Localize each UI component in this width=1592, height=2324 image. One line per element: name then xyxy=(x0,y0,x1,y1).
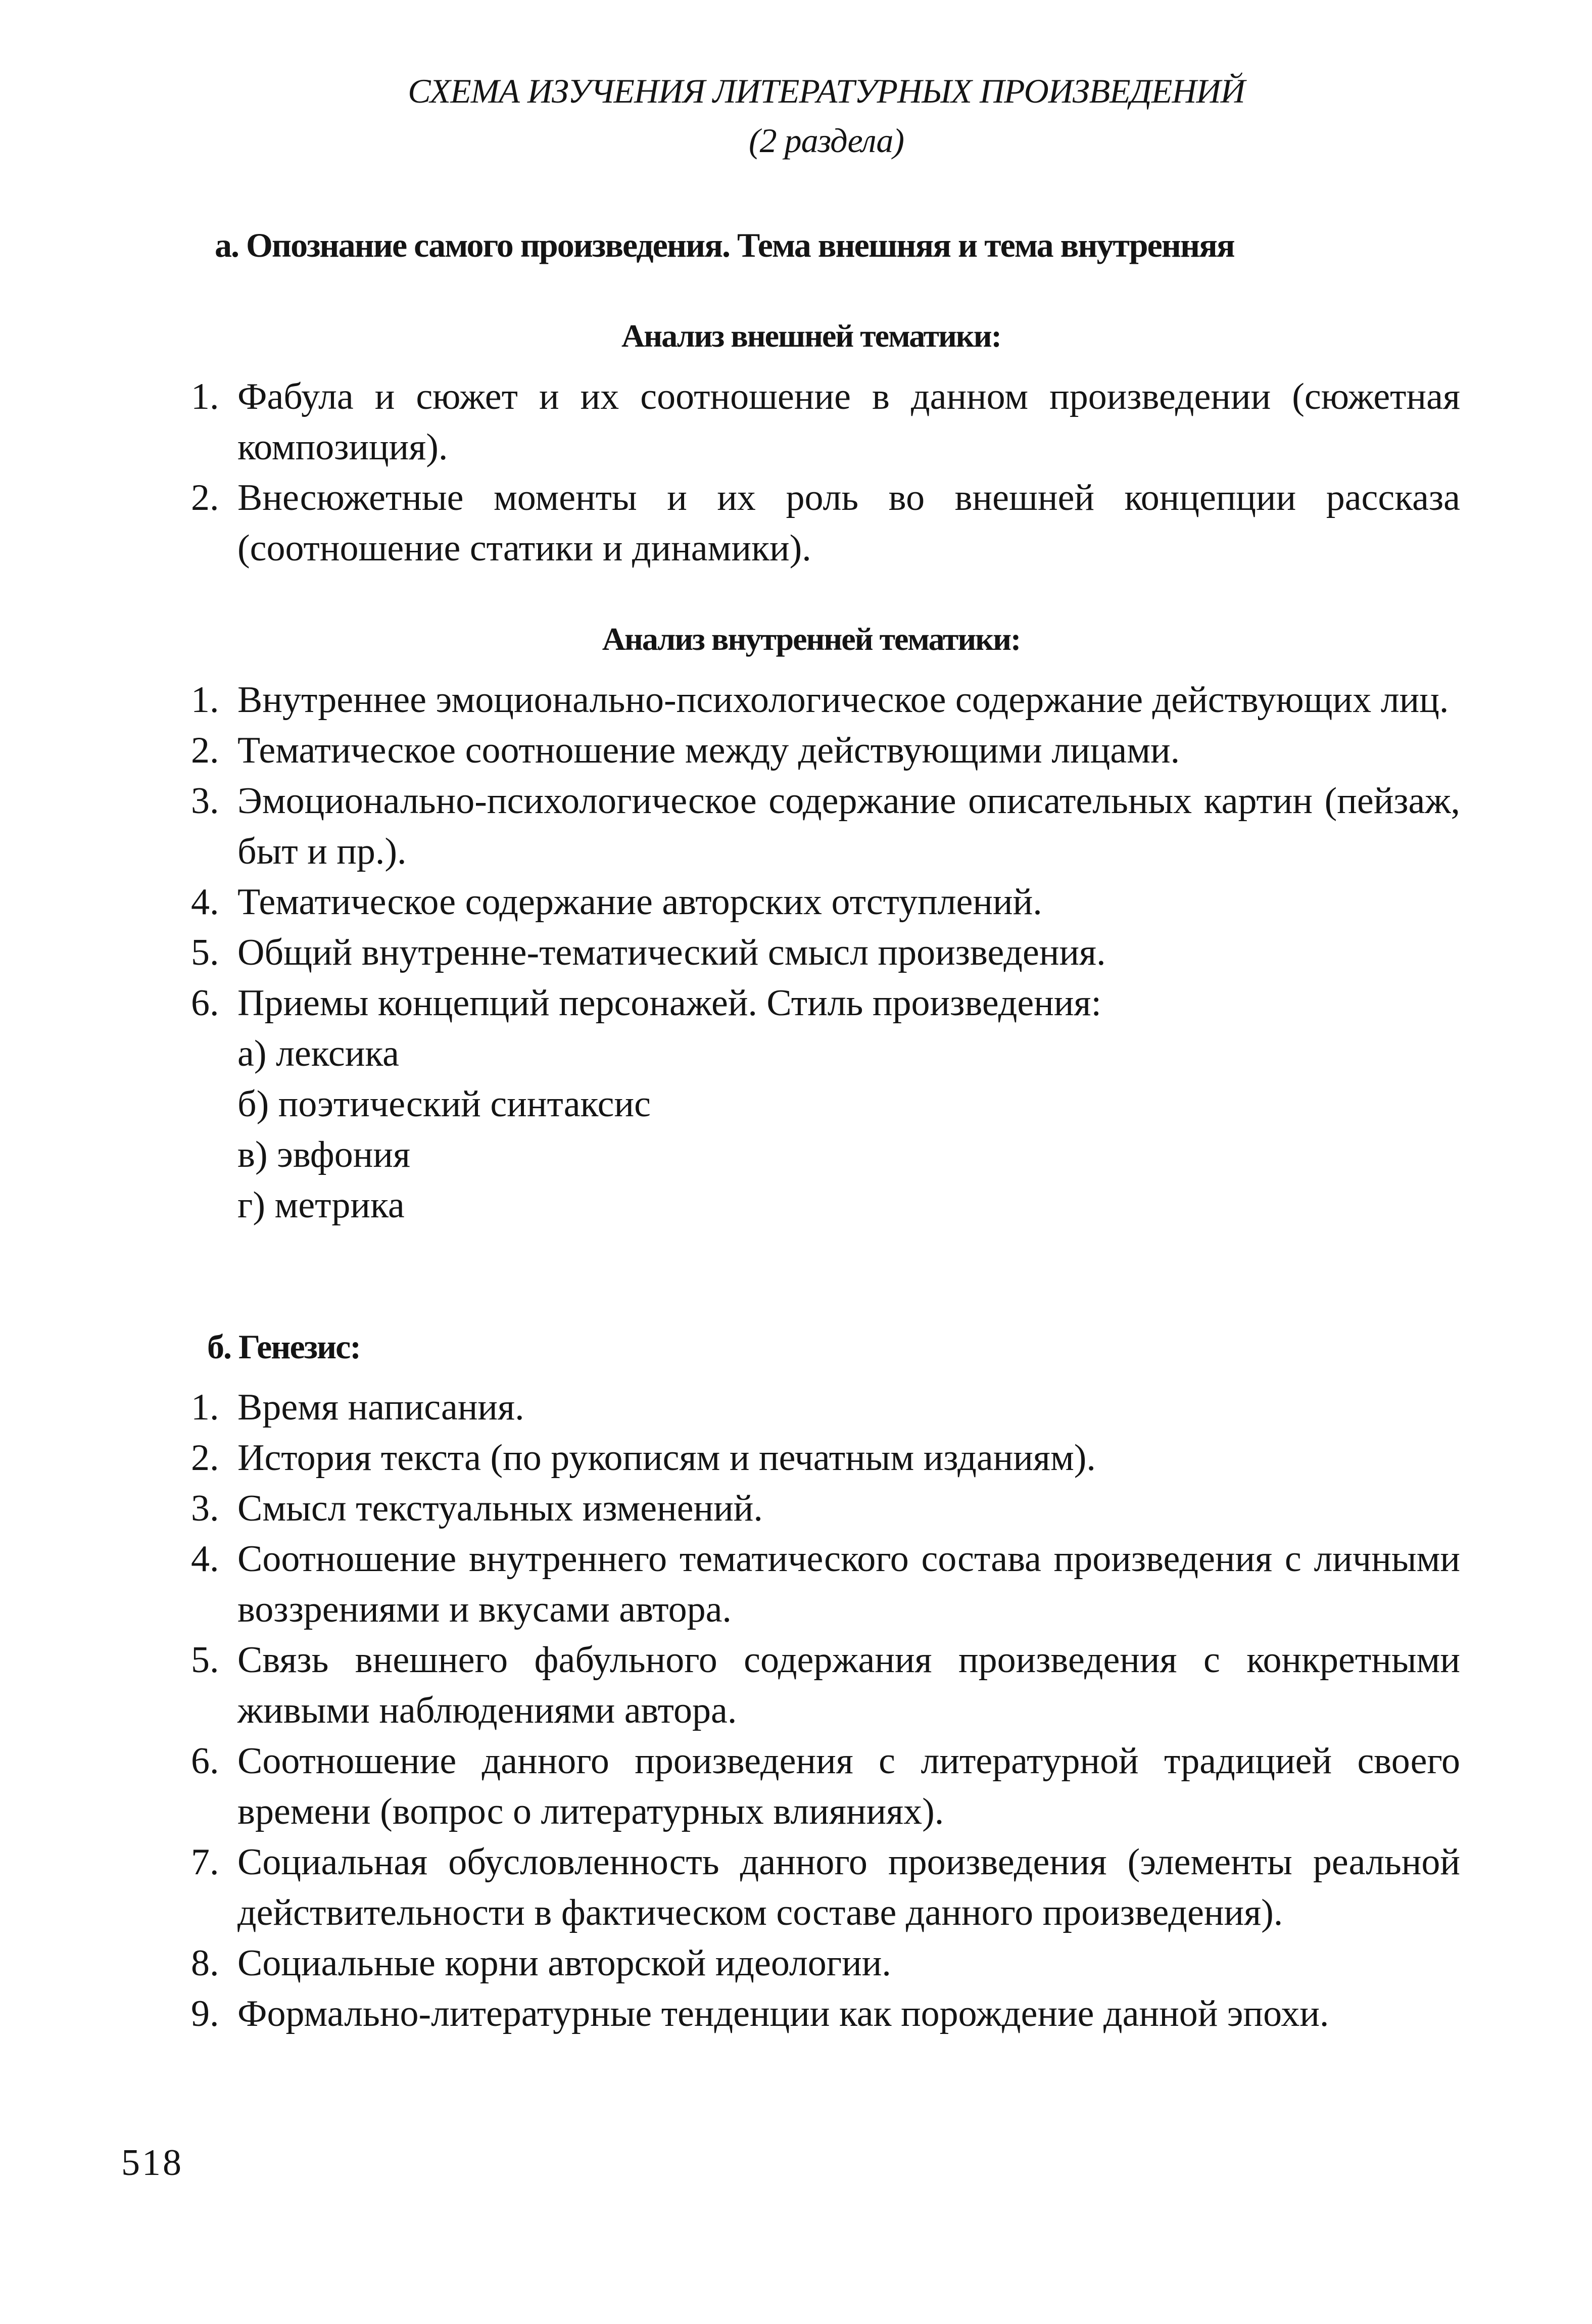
list-item xyxy=(0,978,1592,1028)
item-text: Связь внешнего фабульного содержания произведения с конкретными живыми наблюдениями автора. xyxy=(237,1639,1460,1731)
list-item xyxy=(0,1433,1592,1483)
item-number: 3. xyxy=(191,1488,219,1529)
style-subitem: а) лексика xyxy=(237,1033,399,1074)
item-number: 6. xyxy=(191,1740,219,1782)
item-text: Время написания. xyxy=(237,1387,524,1428)
item-text: Смысл текстуальных изменений. xyxy=(237,1488,763,1529)
item-number: 5. xyxy=(191,932,219,973)
item-text: Соотношение внутреннего тематического состава произведения с личными воззрениями и вкусами автора. xyxy=(237,1538,1460,1630)
list-item xyxy=(0,725,1592,776)
external-analysis-heading: Анализ внешней тематики: xyxy=(621,318,1001,354)
item-number: 8. xyxy=(191,1942,219,1984)
item-text: Общий внутренне-тематический смысл произведения. xyxy=(237,932,1106,973)
list-item xyxy=(0,877,1592,927)
item-text: Тематическое содержание авторских отступлений. xyxy=(237,881,1042,923)
list-item xyxy=(0,1736,1592,1837)
item-text: Соотношение данного произведения с литературной традицией своего времени (вопрос о литературных влияниях). xyxy=(237,1740,1460,1832)
item-number: 5. xyxy=(191,1639,219,1681)
item-text: Тематическое соотношение между действующими лицами. xyxy=(237,730,1180,771)
item-text: Фабула и сюжет и их соотношение в данном произведении (сюжетная композиция). xyxy=(237,376,1460,468)
page-subtitle: (2 раздела) xyxy=(748,121,904,160)
item-text: Внутреннее эмоционально-психологическое содержание действующих лиц. xyxy=(237,679,1449,721)
item-number: 6. xyxy=(191,982,219,1024)
list-item xyxy=(0,1635,1592,1736)
item-number: 2. xyxy=(191,730,219,771)
item-number: 7. xyxy=(191,1841,219,1883)
list-item xyxy=(0,1837,1592,1938)
list-item xyxy=(0,472,1592,574)
list-item xyxy=(0,1938,1592,1988)
item-text: Внесюжетные моменты и их роль во внешней концепции рассказа (соотношение статики и динамики). xyxy=(237,477,1460,569)
item-number: 2. xyxy=(191,1437,219,1479)
list-item xyxy=(0,371,1592,472)
item-text: История текста (по рукописям и печатным изданиям). xyxy=(237,1437,1096,1479)
style-subitem: г) метрика xyxy=(237,1184,405,1226)
item-number: 1. xyxy=(191,1387,219,1428)
item-number: 3. xyxy=(191,780,219,822)
section-b-heading: б. Генезис: xyxy=(207,1327,360,1366)
item-number: 9. xyxy=(191,1993,219,2034)
list-item xyxy=(0,1483,1592,1534)
item-text: Эмоционально-психологическое содержание описательных картин (пейзаж, быт и пр.). xyxy=(237,780,1460,872)
list-item xyxy=(0,1382,1592,1433)
list-item xyxy=(0,1988,1592,2039)
list-item xyxy=(0,675,1592,725)
internal-analysis-heading: Анализ внутренней тематики: xyxy=(602,621,1021,657)
section-a-heading: а. Опознание самого произведения. Тема внешняя и тема внутренняя xyxy=(215,226,1234,264)
internal-analysis-list xyxy=(0,675,1592,1230)
item-number: 4. xyxy=(191,1538,219,1580)
item-text: Социальная обусловленность данного произведения (элементы реальной действительности в фактическом составе данного произведения). xyxy=(237,1841,1460,1933)
item-number: 1. xyxy=(191,376,219,417)
item-number: 1. xyxy=(191,679,219,721)
style-subitem: б) поэтический синтаксис xyxy=(237,1083,651,1125)
list-item xyxy=(0,927,1592,978)
item-number: 2. xyxy=(191,477,219,518)
list-item xyxy=(0,1534,1592,1635)
page-title: СХЕМА ИЗУЧЕНИЯ ЛИТЕРАТУРНЫХ ПРОИЗВЕДЕНИЙ xyxy=(408,72,1245,110)
item-text: Формально-литературные тенденции как порождение данной эпохи. xyxy=(237,1993,1329,2034)
style-subitem: в) эвфония xyxy=(237,1134,410,1175)
genesis-list xyxy=(0,1382,1592,2039)
list-item xyxy=(0,776,1592,877)
item-text: Приемы концепций персонажей. Стиль произведения: xyxy=(237,982,1102,1024)
page-number: 518 xyxy=(121,2142,183,2184)
item-text: Социальные корни авторской идеологии. xyxy=(237,1942,891,1984)
external-analysis-list xyxy=(0,371,1592,574)
item-number: 4. xyxy=(191,881,219,923)
